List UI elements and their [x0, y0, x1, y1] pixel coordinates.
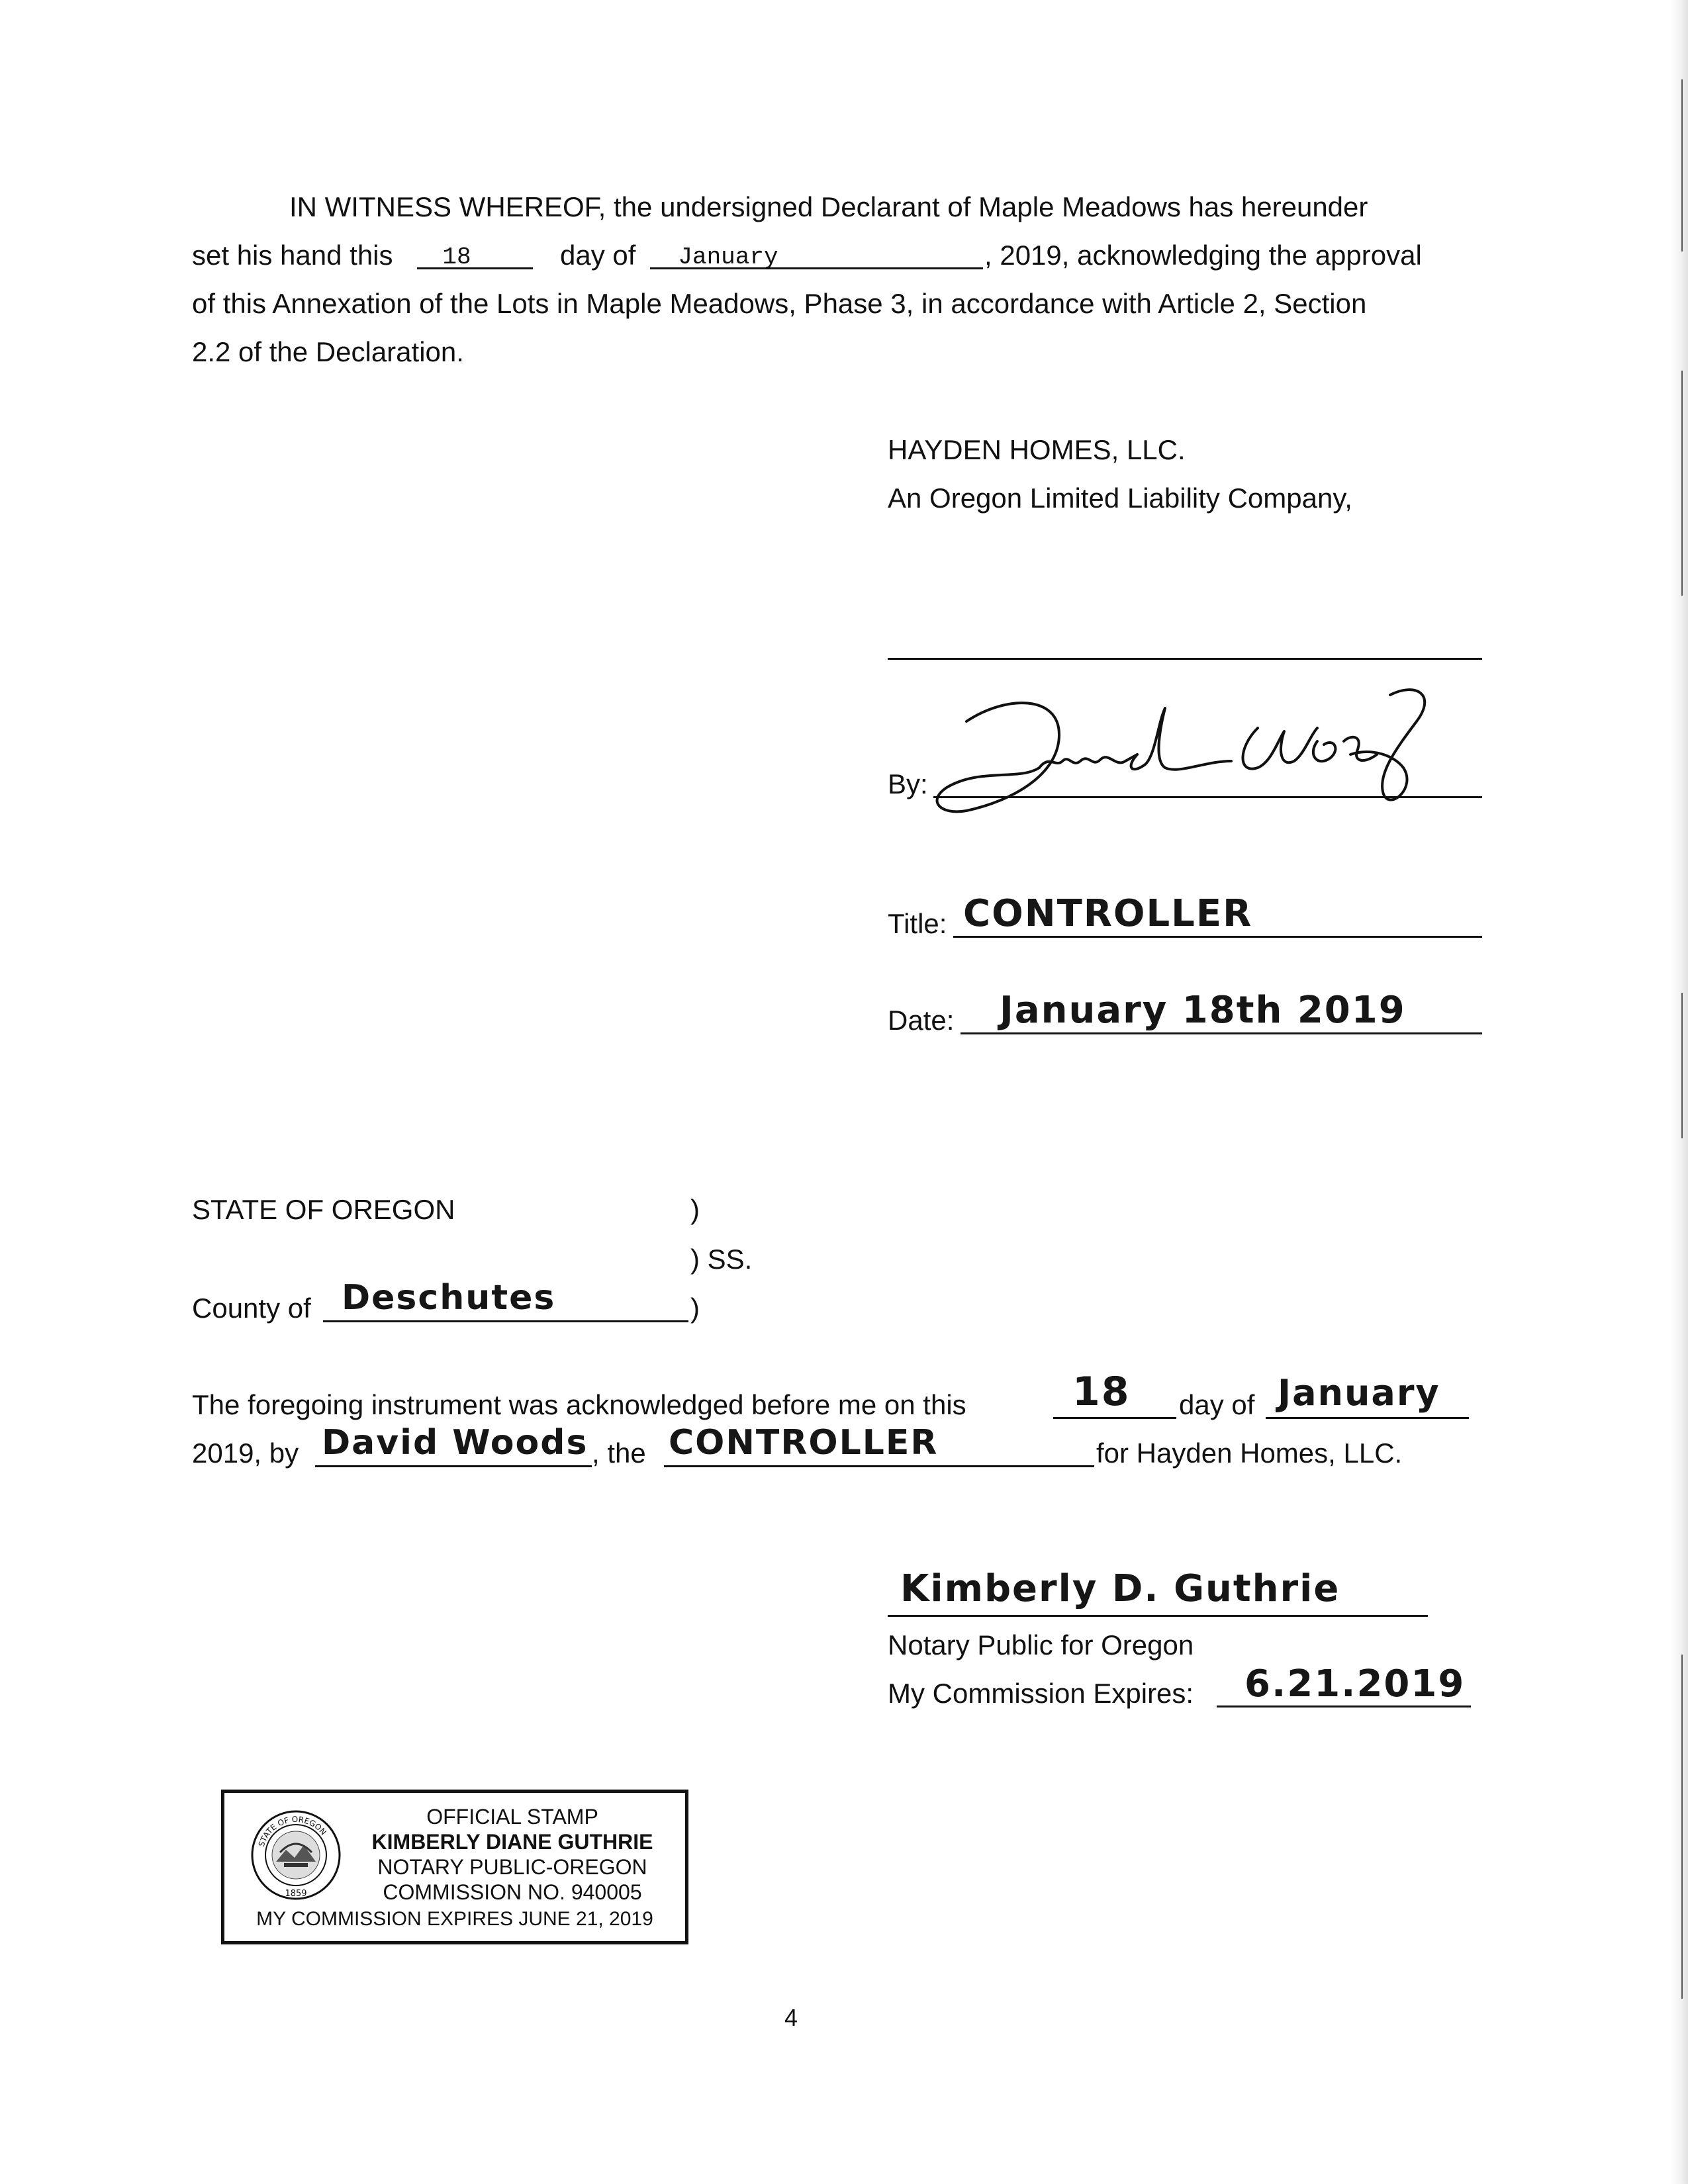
witness-line-2-mid: day of [560, 240, 636, 271]
date-label: Date: [888, 1005, 955, 1036]
ack-line-2-end: for Hayden Homes, LLC. [1096, 1437, 1403, 1469]
seal-top-text: STATE OF OREGON [256, 1814, 328, 1848]
ack-line-2-mid: , the [592, 1437, 646, 1469]
seal-year: 1859 [285, 1889, 307, 1899]
expires-label: My Commission Expires: [888, 1678, 1194, 1709]
stamp-line-4: COMMISSION NO. 940005 [383, 1880, 642, 1904]
ack-line-1-mid: day of [1179, 1389, 1255, 1420]
scan-edge-mark [1681, 1655, 1683, 1999]
ack-line-1-start: The foregoing instrument was acknowledged before me on this [192, 1389, 966, 1420]
company-descriptor: An Oregon Limited Liability Company, [888, 482, 1352, 514]
stamp-line-2: KIMBERLY DIANE GUTHRIE [371, 1830, 653, 1854]
ack-person-line [315, 1465, 592, 1467]
witness-line-2-end: , 2019, acknowledging the approval [984, 240, 1422, 271]
company-signature-line [888, 658, 1482, 660]
ack-person-value: David Woods [322, 1423, 588, 1463]
day-value: 18 [442, 244, 471, 271]
state-label: STATE OF OREGON [192, 1194, 455, 1225]
ack-month-line [1266, 1417, 1469, 1419]
ack-month-value: January [1278, 1372, 1440, 1414]
county-line [323, 1320, 688, 1322]
title-line [953, 936, 1482, 938]
ack-role-line [664, 1465, 1094, 1467]
ack-line-2-start: 2019, by [192, 1437, 299, 1469]
company-name: HAYDEN HOMES, LLC. [888, 434, 1186, 465]
witness-line-2-start: set his hand this [192, 240, 393, 271]
ack-day-value: 18 [1072, 1369, 1131, 1415]
ack-role-value: CONTROLLER [669, 1423, 939, 1463]
venue-paren-3: ) [690, 1293, 700, 1324]
witness-line-3: of this Annexation of the Lots in Maple Meadows, Phase 3, in accordance with Article 2, Section [192, 288, 1367, 319]
notary-title: Notary Public for Oregon [888, 1629, 1194, 1661]
title-value: CONTROLLER [963, 892, 1253, 935]
notary-signature-line [888, 1615, 1428, 1617]
ack-day-line [1053, 1417, 1176, 1419]
stamp-line-3: NOTARY PUBLIC-OREGON [377, 1855, 647, 1879]
date-line [961, 1032, 1482, 1034]
venue-ss: ) SS. [690, 1244, 753, 1275]
witness-line-4: 2.2 of the Declaration. [192, 336, 464, 367]
witness-line-1: IN WITNESS WHEREOF, the undersigned Declarant of Maple Meadows has hereunder [289, 191, 1368, 222]
stamp-line-1: OFFICIAL STAMP [426, 1805, 598, 1829]
state-seal-icon [250, 1809, 342, 1901]
official-stamp [221, 1790, 688, 1944]
county-value: Deschutes [342, 1278, 556, 1318]
page-number: 4 [784, 2004, 798, 2031]
by-label: By: [888, 768, 928, 799]
signer-signature [927, 668, 1443, 834]
scan-edge-mark [1681, 371, 1683, 596]
scan-edge [1671, 0, 1688, 2184]
stamp-line-5: MY COMMISSION EXPIRES JUNE 21, 2019 [256, 1908, 653, 1930]
venue-paren-1: ) [690, 1194, 700, 1225]
title-label: Title: [888, 908, 947, 939]
notary-signature: Kimberly D. Guthrie [900, 1567, 1340, 1610]
expires-value: 6.21.2019 [1244, 1662, 1466, 1706]
county-label: County of [192, 1293, 311, 1324]
scan-edge-mark [1681, 993, 1683, 1138]
scan-edge-mark [1681, 79, 1683, 251]
month-value: January [678, 244, 778, 271]
expires-line [1217, 1706, 1471, 1707]
date-value: January 18th 2019 [1000, 989, 1406, 1032]
